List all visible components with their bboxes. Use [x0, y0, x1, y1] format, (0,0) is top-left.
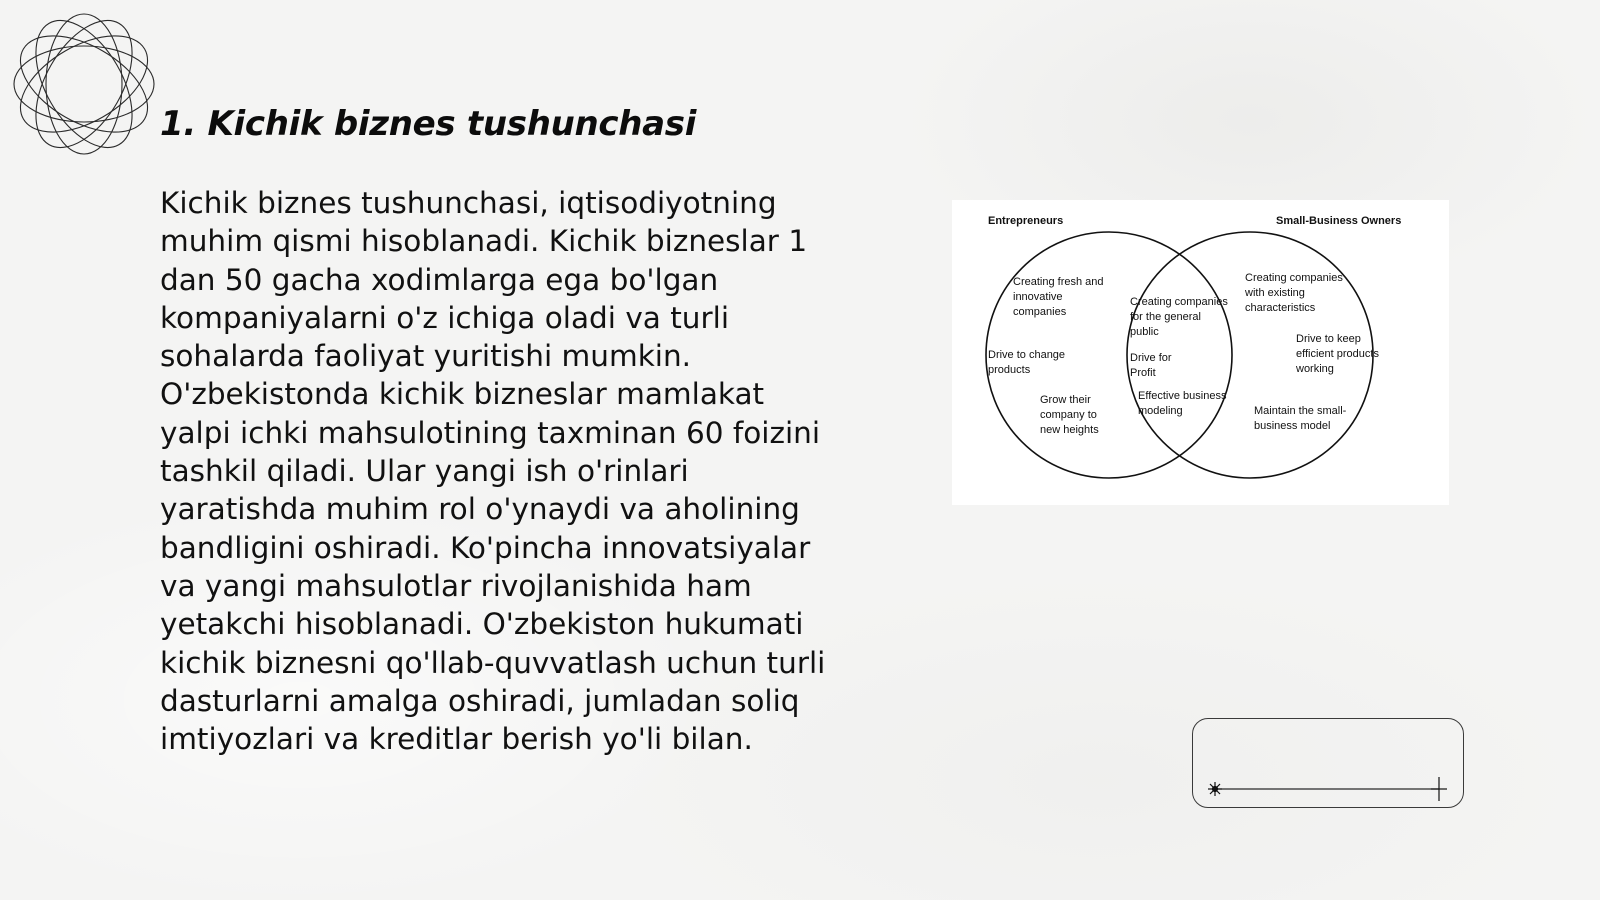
venn-right-title: Small-Business Owners	[1276, 215, 1402, 227]
venn-overlap-item: Creating companies for the general public	[1130, 296, 1228, 338]
venn-right-item: Creating companies with existing characteristics	[1245, 272, 1343, 314]
venn-overlap-item: Effective business modeling	[1138, 390, 1227, 417]
slide-title: 1. Kichik biznes tushunchasi	[160, 104, 697, 144]
venn-left-item: Grow their company to new heights	[1040, 394, 1099, 436]
venn-diagram	[952, 200, 1449, 505]
venn-left-item: Drive to change products	[988, 349, 1066, 376]
orbital-rings-logo	[10, 10, 158, 158]
venn-left-item: Creating fresh and innovative companies	[1013, 276, 1104, 318]
slide-body-text: Kichik biznes tushunchasi, iqtisodiyotning muhim qismi hisoblanadi. Kichik bizneslar 1 dan 50 gacha xodimlarga ega bo'lgan kompaniyalarni o'z ichiga oladi va turli sohalarda faoliyat yuritishi mumkin. O'zbekistonda kichik bizneslar mamlakat yalpi ichki mahsulotining taxminan 60 foizini tashkil qiladi. Ular yangi ish o'rinlari yaratishda muhim rol o'ynaydi va aholining bandligini oshiradi. Ko'pincha innovatsiyalar va yangi mahsulotlar rivojlanishida ham yetakchi hisoblanadi. O'zbekiston hukumati kichik biznesni qo'llab-quvvatlash uchun turli dasturlarni amalga oshiradi, jumladan soliq imtiyozlari va kreditlar berish yo'li bilan.	[160, 186, 826, 757]
venn-right-item: Maintain the small- business model	[1254, 405, 1347, 432]
venn-left-title: Entrepreneurs	[988, 215, 1064, 227]
venn-right-item: Drive to keep efficient products working	[1296, 333, 1379, 375]
decorative-slider-box	[1192, 718, 1464, 808]
venn-diagram-card	[952, 200, 1449, 505]
venn-overlap-item: Drive for Profit	[1130, 352, 1172, 379]
cross-star-icon	[1431, 777, 1447, 801]
sparkle-icon	[1208, 782, 1222, 796]
